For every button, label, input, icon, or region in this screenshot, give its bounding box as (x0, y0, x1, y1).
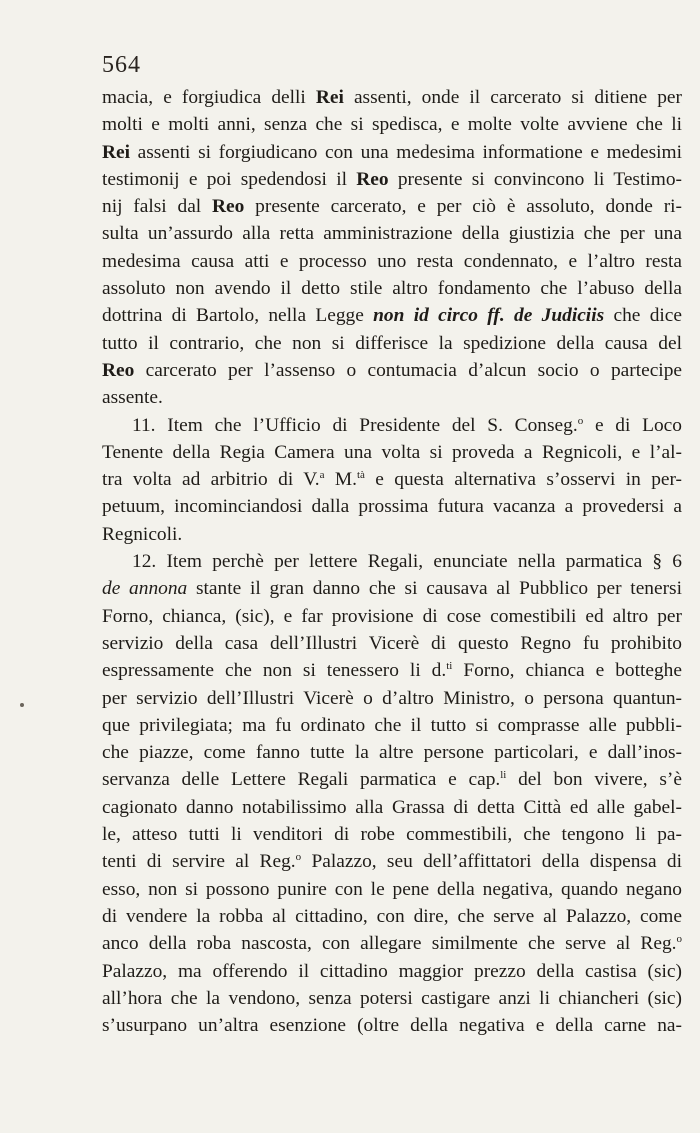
text-segment: Forno, chianca, (sic), e far provisione di cose comestibili ed altro per (102, 605, 682, 627)
text-line (102, 220, 682, 247)
text-line (102, 412, 682, 439)
text-segment: assente. (102, 387, 163, 409)
text-segment: Forno, chianca e botteghe (452, 660, 682, 682)
text-segment: Reo (212, 196, 245, 218)
text-line (102, 794, 682, 821)
text-line (102, 302, 682, 329)
text-line (102, 111, 682, 138)
text-segment: all’hora che la vendono, senza potersi castigare anzi li chiancheri (sic) (102, 987, 682, 1009)
text-line (102, 521, 682, 548)
text-segment: anco della roba nascosta, con allegare similmente che serve al Reg. (102, 933, 677, 955)
text-line (102, 630, 682, 657)
text-segment: petuum, incominciandosi dalla prossima futura vacanza a provedersi a (102, 496, 682, 518)
text-segment: tenti di servire al Reg. (102, 851, 296, 873)
text-segment: presente carcerato, e per ciò è assoluto, donde ri- (244, 196, 682, 218)
text-segment: molti e molti anni, senza che si spedisca, e molte volte avviene che li (102, 114, 682, 136)
text-line (102, 712, 682, 739)
text-line (102, 139, 682, 166)
superscript-abbrev: o (676, 933, 682, 946)
text-segment: tutto il contrario, che non si differisce la spedizione della causa del (102, 332, 682, 354)
text-line (102, 848, 682, 875)
text-segment: Tenente della Regia Camera una volta si proveda a Regnicoli, e l’al- (102, 441, 682, 463)
text-line (102, 685, 682, 712)
text-segment: servizio della casa dell’Illustri Vicerè di questo Regno fu prohibito (102, 632, 682, 654)
italic-citation: non id circo ff. de Judiciis (373, 305, 605, 327)
text-segment: assoluto non avendo il detto stile altro fondamento che l’abuso della (102, 278, 682, 300)
text-segment: che piazze, come fanno tutte la altre persone particolari, e dall’inos- (102, 742, 682, 764)
text-line (102, 193, 682, 220)
text-line (102, 248, 682, 275)
text-segment: dottrina di Bartolo, nella Legge (102, 305, 374, 327)
superscript-abbrev: ti (446, 660, 453, 673)
superscript-abbrev: li (500, 769, 507, 782)
text-line (102, 603, 682, 630)
text-line (102, 876, 682, 903)
text-segment: tra volta ad arbitrio di V. (102, 469, 320, 491)
text-line (102, 166, 682, 193)
text-line (102, 548, 682, 575)
text-segment: macia, e forgiudica delli (102, 87, 316, 108)
text-segment: assenti si forgiudicano con una medesima informatione e medesimi (130, 141, 682, 163)
text-line (102, 985, 682, 1012)
italic-citation: de annona (102, 578, 188, 600)
text-line (102, 657, 682, 684)
text-segment: M. (324, 469, 357, 491)
text-line (102, 821, 682, 848)
text-segment: servanza delle Lettere Regali parmatica e cap. (102, 769, 501, 791)
superscript-abbrev: tà (356, 469, 365, 482)
text-segment: 12. Item perchè per lettere Regali, enunciate nella parmatica § 6 (132, 551, 682, 573)
text-line (102, 903, 682, 930)
text-segment: di vendere la robba al cittadino, con dire, che serve al Palazzo, come (102, 905, 682, 927)
text-segment: Rei (315, 87, 344, 108)
text-line (102, 439, 682, 466)
text-line (102, 384, 682, 411)
text-segment: del bon vivere, s’è (506, 769, 682, 791)
text-segment: assenti, onde il carcerato si ditiene per (343, 87, 682, 108)
text-line (102, 493, 682, 520)
text-line (102, 357, 682, 384)
text-segment: le, atteso tutti li venditori di robe commestibili, che tengono li pa- (102, 824, 682, 846)
text-segment: nij falsi dal (102, 196, 213, 218)
superscript-abbrev: o (577, 414, 584, 427)
text-line (102, 766, 682, 793)
text-segment: presente si convincono li Testimo- (388, 168, 682, 190)
text-segment: Reo (356, 168, 389, 190)
text-segment: Regnicoli. (102, 523, 183, 545)
text-segment: per servizio dell’Illustri Vicerè o d’altro Ministro, o persona quantun- (102, 687, 682, 709)
text-line (102, 575, 682, 602)
text-segment: 11. Item che l’Ufficio di Presidente del S. Conseg. (132, 414, 578, 436)
text-segment: testimonij e poi spedendosi il (102, 168, 357, 190)
text-line (102, 330, 682, 357)
text-line (102, 739, 682, 766)
text-segment: que privilegiata; ma fu ordinato che il tutto si comprasse alle pubbli- (102, 714, 682, 736)
text-segment: sulta un’assurdo alla retta amministrazione della giustizia che per una (102, 223, 682, 245)
text-segment: cagionato danno notabilissimo alla Grassa di detta Città ed alle gabel- (102, 796, 682, 818)
page-number: 564 (102, 52, 141, 78)
text-segment: Rei (102, 141, 130, 163)
text-segment: s’usurpano un’altra esenzione (oltre della negativa e della carne na- (102, 1015, 682, 1037)
text-line (102, 275, 682, 302)
margin-dot-mark (20, 703, 24, 707)
text-segment: carcerato per l’assenso o contumacia d’alcun socio o partecipe (134, 359, 682, 381)
text-line (102, 466, 682, 493)
text-segment: medesima causa atti e processo uno resta condennato, e l’altro resta (102, 250, 682, 272)
superscript-abbrev: a (319, 469, 325, 482)
text-segment: Reo (102, 359, 135, 381)
text-line (102, 930, 682, 957)
text-segment: stante il gran danno che si causava al Pubblico per tenersi (187, 578, 682, 600)
text-line (102, 1012, 682, 1039)
text-segment: espressamente che non si tenessero li d. (102, 660, 447, 682)
superscript-abbrev: o (295, 851, 302, 864)
text-segment: e di Loco (583, 414, 682, 436)
text-segment: Palazzo, seu dell’affittatori della dispensa di (301, 851, 682, 873)
text-line (102, 84, 682, 111)
body-text (102, 84, 682, 1039)
text-line (102, 958, 682, 985)
text-segment: e questa alternativa s’osservi in per- (364, 469, 683, 491)
text-segment: che dice (604, 305, 682, 327)
text-segment: Palazzo, ma offerendo il cittadino maggior prezzo della castisa (sic) (102, 960, 682, 982)
text-segment: esso, non si possono punire con le pene della negativa, quando negano (102, 878, 682, 900)
